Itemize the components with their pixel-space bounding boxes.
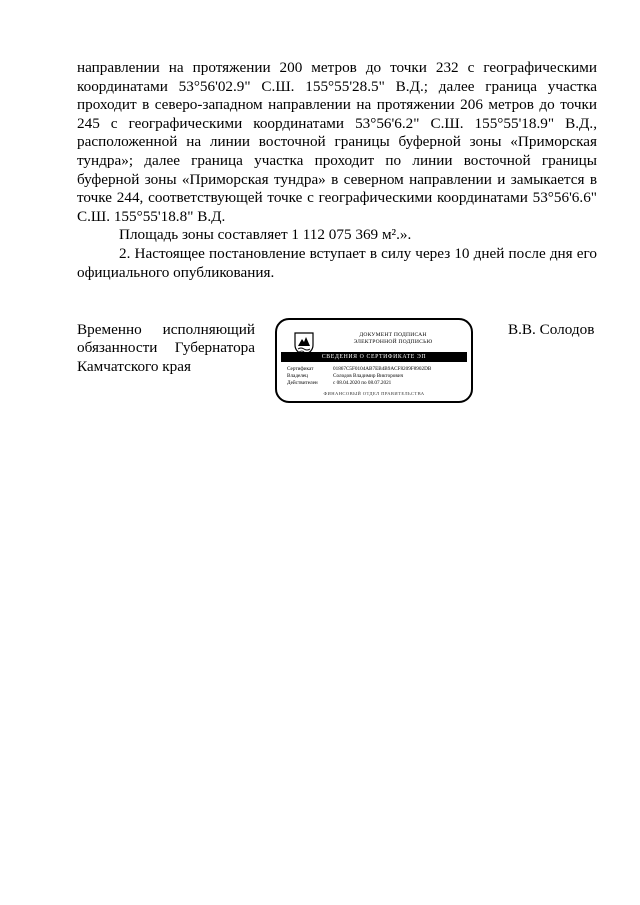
stamp-label: Владелец: [287, 373, 308, 380]
stamp-label: Действителен: [287, 380, 318, 387]
paragraph-entry-into-force: 2. Настоящее постановление вступает в силу через 10 дней после дня его официального опубликования.: [77, 244, 597, 281]
stamp-row-validity: [287, 380, 467, 387]
signatory-position-line: Временно исполняющий: [77, 321, 255, 338]
stamp-value: с 08.04.2020 по 08.07.2021: [333, 380, 392, 387]
stamp-row-certificate: [287, 366, 467, 373]
signatory-position-line: обязанности Губернатора: [77, 339, 255, 357]
electronic-signature-stamp: [275, 318, 473, 403]
stamp-value: Солодов Владимир Викторович: [333, 373, 404, 380]
stamp-header: [323, 332, 463, 346]
paragraph-boundary-description: направлении на протяжении 200 метров до точки 232 с географическими координатами 53°56'02.9" С.Ш. 155°55'28.5" В.Д.; далее граница участка проходит в северо-западном направлении на протяжении 206 метров до точки 245 с географическими координатами 53°56'6.2" С.Ш. 155°55'18.9" В.Д., расположенной на линии восточной границы буферной зоны «Приморская тундра»; далее граница участка проходит по линии восточной границы буферной зоны «Приморская тундра» в северном направлении и замыкается в точке 244, соответствующей точке с географическими координатами 53°56'6.6" С.Ш. 155°55'18.8" В.Д.: [77, 59, 597, 225]
stamp-certificate-bar: СВЕДЕНИЯ О СЕРТИФИКАТЕ ЭП: [281, 352, 467, 362]
signatory-position: [77, 321, 255, 376]
signatory-name: В.В. Солодов: [508, 321, 595, 338]
stamp-header-line: ДОКУМЕНТ ПОДПИСАН: [359, 332, 427, 338]
stamp-label: Сертификат: [287, 366, 314, 372]
signatory-position-line: Камчатского края: [77, 357, 191, 375]
document-body: [77, 59, 597, 282]
stamp-footer: ФИНАНСОВЫЙ ОТДЕЛ ПРАВИТЕЛЬСТВА: [323, 391, 425, 396]
stamp-value: 01867C5F0104AB7EB4B9ACF8209F8902DB: [333, 366, 432, 372]
stamp-header-line: ЭЛЕКТРОННОЙ ПОДПИСЬЮ: [353, 339, 433, 345]
paragraph-zone-area: Площадь зоны составляет 1 112 075 369 м².».: [119, 226, 412, 244]
stamp-details: [287, 366, 467, 388]
